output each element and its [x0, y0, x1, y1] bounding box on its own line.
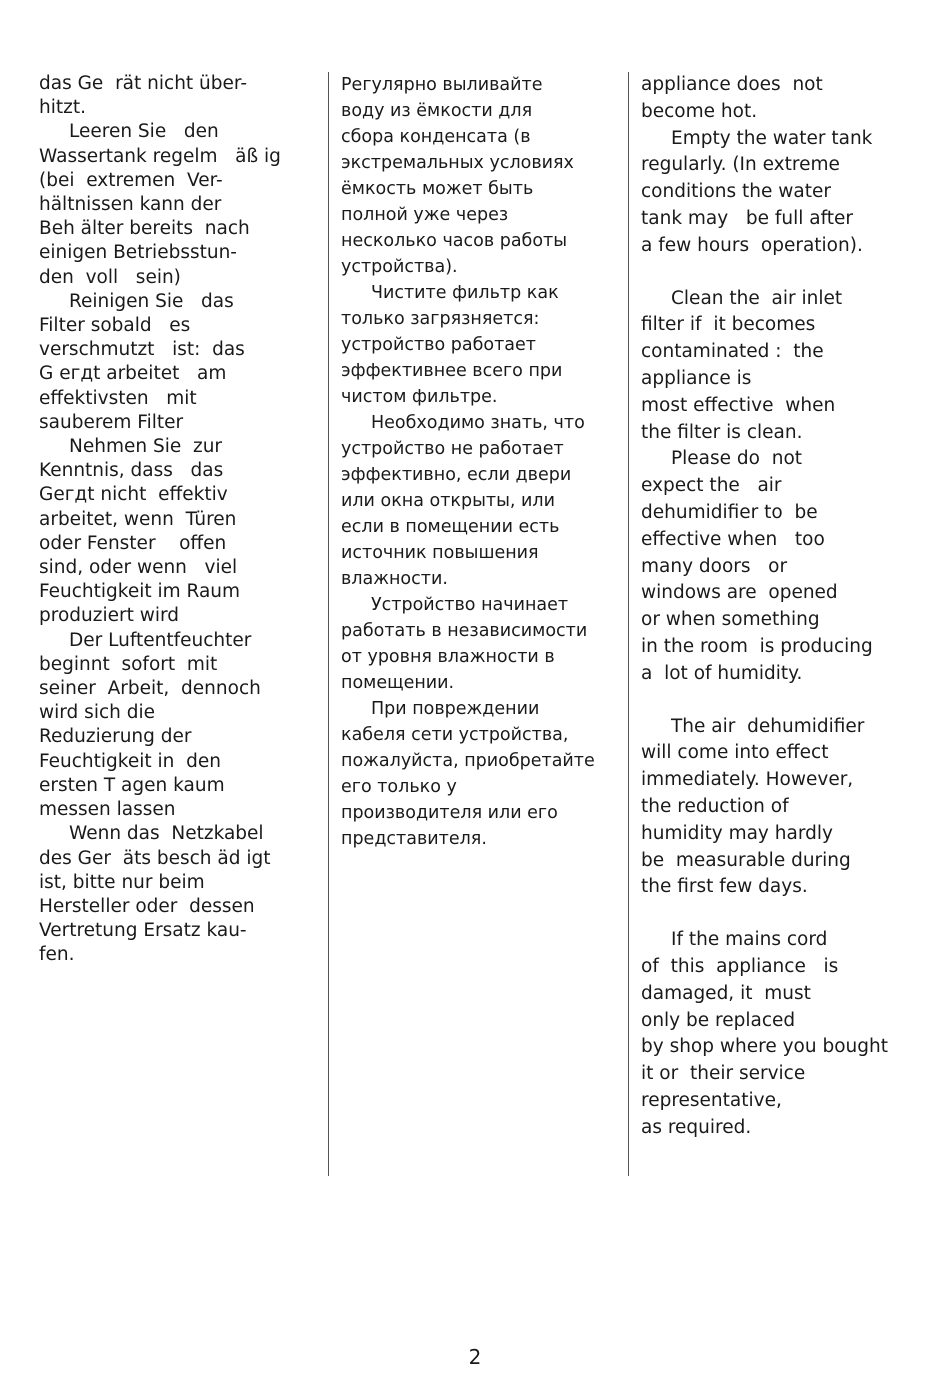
column-divider-left — [328, 72, 329, 1176]
text-line: only be replaced — [641, 1009, 796, 1031]
text-line: dehumidifier to be — [641, 501, 818, 523]
text-line: The air dehumidifier — [671, 715, 865, 737]
text-line: кабеля сети устройства, — [341, 725, 569, 745]
text-line: влажности. — [341, 569, 448, 589]
text-line: the filter is clean. — [641, 421, 803, 443]
text-line: will come into effect — [641, 742, 829, 764]
text-line: the reduction of — [641, 795, 789, 817]
text-line: hitzt. — [39, 97, 86, 119]
text-line: Reduzierung der — [39, 726, 192, 748]
text-line: of this appliance is — [641, 955, 839, 977]
text-line: источник повышения — [341, 543, 539, 563]
text-line: immediately. However, — [641, 769, 854, 791]
text-line: effektivsten mit — [39, 387, 197, 409]
text-line: or when something — [641, 609, 820, 631]
text-line: Please do not — [671, 448, 803, 470]
text-line: den voll sein) — [39, 266, 181, 288]
text-line: humidity may hardly — [641, 822, 833, 844]
text-line: полной уже через — [341, 205, 509, 225]
text-line: ersten T agen kaum — [39, 774, 225, 796]
text-line: If the mains cord — [671, 929, 828, 951]
text-line: Leeren Sie den — [69, 121, 219, 143]
text-line: Reinigen Sie das — [69, 290, 234, 312]
text-line: если в помещении есть — [341, 517, 560, 537]
text-line: ist, bitte nur beim — [39, 871, 205, 893]
text-line: a few hours operation). — [641, 234, 863, 256]
text-line: messen lassen — [39, 799, 176, 821]
text-line: ёмкость может быть — [341, 179, 534, 199]
text-line: become hot. — [641, 100, 758, 122]
text-line: be measurable during — [641, 849, 851, 871]
text-line: appliance is — [641, 367, 752, 389]
text-line: сбора конденсата (в — [341, 127, 531, 147]
text-line: das Ge rät nicht über- — [39, 73, 247, 94]
text-line: Empty the water tank — [671, 127, 873, 149]
text-line: wird sich die — [39, 702, 155, 724]
text-line: производителя или его — [341, 803, 558, 823]
paragraph-gap — [641, 688, 941, 714]
text-line: Wenn das Netzkabel — [69, 823, 264, 845]
text-line: oder Fenster offen — [39, 532, 227, 554]
text-line: regularly. (In extreme — [641, 154, 840, 176]
text-line: устройство работает — [341, 335, 536, 355]
text-line: sauberem Filter — [39, 411, 184, 433]
text-line: Der Luftentfeuchter — [69, 629, 252, 651]
text-line: sind, oder wenn viel — [39, 557, 238, 579]
german-column — [39, 72, 309, 968]
text-line: Beh älter bereits nach — [39, 218, 250, 240]
text-line: представителя. — [341, 829, 487, 849]
text-line: чистом фильтре. — [341, 387, 498, 407]
column-divider-right — [628, 72, 629, 1176]
text-line: Vertretung Ersatz kau- — [39, 920, 247, 942]
text-line: Hersteller oder dessen — [39, 895, 255, 917]
text-line: устройства). — [341, 257, 458, 277]
text-line: воду из ёмкости для — [341, 101, 533, 121]
text-line: Geгдt nicht effektiv — [39, 484, 228, 506]
text-line: Необходимо знать, что — [371, 413, 585, 433]
text-line: expect the air — [641, 475, 782, 497]
text-line: устройство не работает — [341, 439, 564, 459]
text-line: При повреждении — [371, 699, 540, 719]
text-line: G егдt arbeitet am — [39, 363, 227, 385]
text-line: работать в независимости — [341, 621, 588, 641]
text-line: appliance does not — [641, 74, 823, 95]
russian-column — [341, 72, 631, 852]
text-line: einigen Betriebsstun- — [39, 242, 237, 264]
text-line: des Ger äts besch äd igt — [39, 847, 271, 869]
text-line: (bei extremen Ver- — [39, 169, 223, 191]
text-line: produziert wird — [39, 605, 179, 627]
text-line: экстремальных условиях — [341, 153, 574, 173]
text-line: beginnt sofort mit — [39, 653, 218, 675]
text-line: Устройство начинает — [371, 595, 569, 615]
text-line: Чистите фильтр как — [371, 283, 559, 303]
text-line: as required. — [641, 1116, 752, 1138]
text-line: несколько часов работы — [341, 231, 568, 251]
text-line: it or their service — [641, 1063, 806, 1085]
text-line: damaged, it must — [641, 982, 811, 1004]
text-line: его только у — [341, 777, 457, 797]
text-line: Feuchtigkeit in den — [39, 750, 221, 772]
text-line: fen. — [39, 944, 75, 966]
text-line: verschmutzt ist: das — [39, 339, 245, 361]
text-line: Nehmen Sie zur — [69, 436, 223, 458]
text-line: Clean the air inlet — [671, 287, 843, 309]
text-line: Filter sobald es — [39, 315, 191, 337]
text-line: или окна открыты, или — [341, 491, 555, 511]
paragraph-gap — [641, 901, 941, 927]
text-line: many doors or — [641, 555, 788, 577]
text-line: Регулярно выливайте — [341, 75, 543, 95]
text-line: representative, — [641, 1089, 782, 1111]
text-line: tank may be full after — [641, 207, 854, 229]
text-line: от уровня влажности в — [341, 647, 555, 667]
text-line: filter if it becomes — [641, 314, 816, 336]
text-line: Feuchtigkeit im Raum — [39, 581, 241, 603]
text-line: пожалуйста, приобретайте — [341, 751, 595, 771]
paragraph-gap — [641, 260, 941, 286]
text-line: in the room is producing — [641, 635, 873, 657]
english-column — [641, 72, 941, 1141]
text-line: the first few days. — [641, 876, 808, 898]
text-line: windows are opened — [641, 582, 838, 604]
text-line: эффективно, если двери — [341, 465, 572, 485]
text-line: arbeitet, wenn Türen — [39, 508, 237, 530]
text-line: contaminated : the — [641, 341, 824, 363]
text-line: Kenntnis, dass das — [39, 460, 224, 482]
text-line: effective when too — [641, 528, 825, 550]
text-line: эффективнее всего при — [341, 361, 563, 381]
text-line: by shop where you bought — [641, 1036, 888, 1058]
page-number: 2 — [468, 1345, 482, 1369]
text-line: Wassertank regelm äß ig — [39, 145, 281, 167]
text-line: a lot of humidity. — [641, 662, 803, 684]
text-line: seiner Arbeit, dennoch — [39, 678, 261, 700]
text-line: most effective when — [641, 394, 836, 416]
text-line: помещении. — [341, 673, 455, 693]
text-line: только загрязняется: — [341, 309, 540, 329]
text-line: conditions the water — [641, 181, 832, 203]
text-line: hältnissen kann der — [39, 194, 222, 216]
